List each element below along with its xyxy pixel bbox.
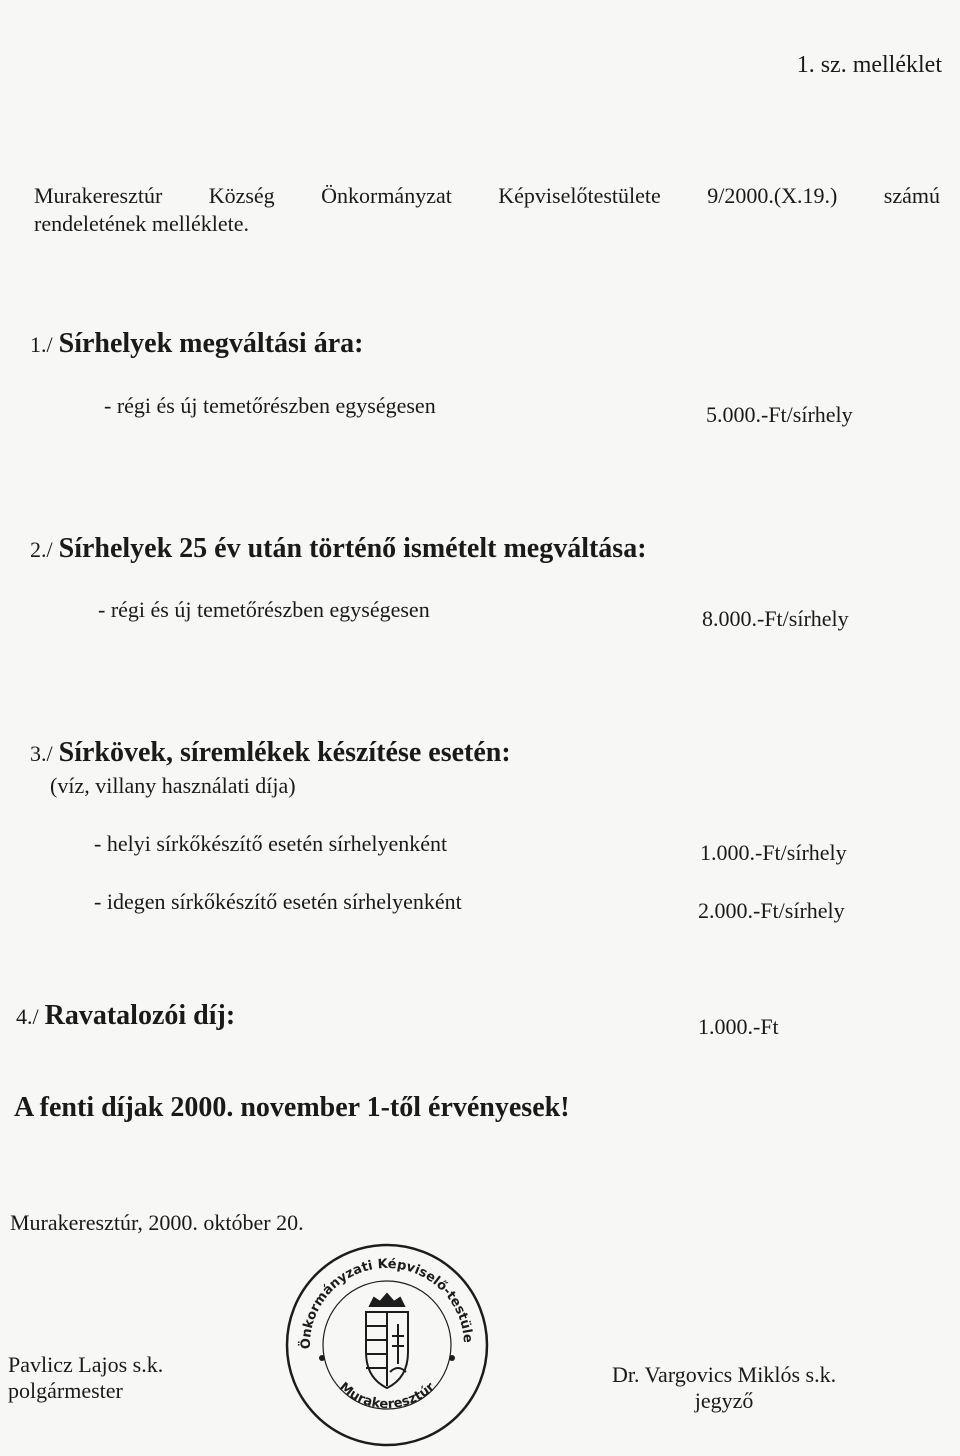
section-3-heading — [30, 737, 511, 769]
svg-text:Önkormányzati Képviselő-testül — [282, 1240, 475, 1349]
section-1-heading — [30, 328, 363, 360]
section-3-item-2-price: 2.000.-Ft/sírhely — [698, 898, 845, 923]
section-number: 4./ — [16, 1004, 39, 1029]
signature-left-title: polgármester — [8, 1378, 123, 1403]
stamp-top-text: Önkormányzati Képviselő-testüle — [298, 1256, 476, 1350]
section-number: 3./ — [30, 741, 53, 766]
section-3-item-1-price: 1.000.-Ft/sírhely — [700, 840, 847, 865]
stamp-bottom-text: Murakeresztúr — [336, 1379, 438, 1413]
annex-label: 1. sz. melléklet — [796, 52, 942, 78]
section-number: 2./ — [30, 537, 53, 562]
section-4-heading — [16, 1000, 235, 1032]
intro-line-2: rendeletének melléklete. — [34, 211, 249, 236]
signature-right-title: jegyző — [694, 1388, 754, 1413]
hungarian-coat-of-arms-icon — [366, 1294, 408, 1388]
signature-left — [8, 1352, 163, 1404]
intro-word: Község — [208, 183, 275, 208]
section-title: Sírhelyek 25 év után történő ismételt megváltása: — [58, 533, 647, 564]
signature-left-name: Pavlicz Lajos s.k. — [8, 1352, 164, 1377]
intro-paragraph — [34, 182, 940, 238]
section-1-item-price: 5.000.-Ft/sírhely — [706, 402, 853, 427]
section-1-item-text: - régi és új temetőrészben egységesen — [104, 393, 436, 418]
intro-word: Murakeresztúr — [34, 183, 163, 208]
intro-word: számú — [883, 183, 940, 208]
intro-word: Képviselőtestülete — [498, 183, 661, 208]
section-3-item-2-text: - idegen sírkőkészítő esetén sírhelyenként — [94, 889, 462, 914]
section-number: 1./ — [30, 332, 53, 357]
validity-statement: A fenti díjak 2000. november 1-től érvényesek! — [14, 1092, 570, 1123]
section-4-price: 1.000.-Ft — [698, 1014, 779, 1039]
place-date: Murakeresztúr, 2000. október 20. — [10, 1210, 304, 1235]
section-3-item-1-text: - helyi sírkőkészítő esetén sírhelyenként — [94, 831, 448, 856]
section-2-item-price: 8.000.-Ft/sírhely — [702, 606, 849, 631]
signature-right-name: Dr. Vargovics Miklós s.k. — [612, 1362, 837, 1387]
intro-word: Önkormányzat — [321, 183, 452, 208]
official-stamp — [282, 1240, 492, 1450]
section-3-note: (víz, villany használati díja) — [50, 773, 296, 798]
section-2-item-text: - régi és új temetőrészben egységesen — [98, 597, 430, 622]
intro-word: 9/2000.(X.19.) — [707, 183, 838, 208]
section-2-heading — [30, 533, 647, 565]
section-title: Sírhelyek megváltási ára: — [58, 328, 364, 359]
section-title: Ravatalozói díj: — [44, 1000, 236, 1031]
signature-right — [612, 1362, 836, 1414]
section-title: Sírkövek, síremlékek készítése esetén: — [58, 737, 511, 768]
